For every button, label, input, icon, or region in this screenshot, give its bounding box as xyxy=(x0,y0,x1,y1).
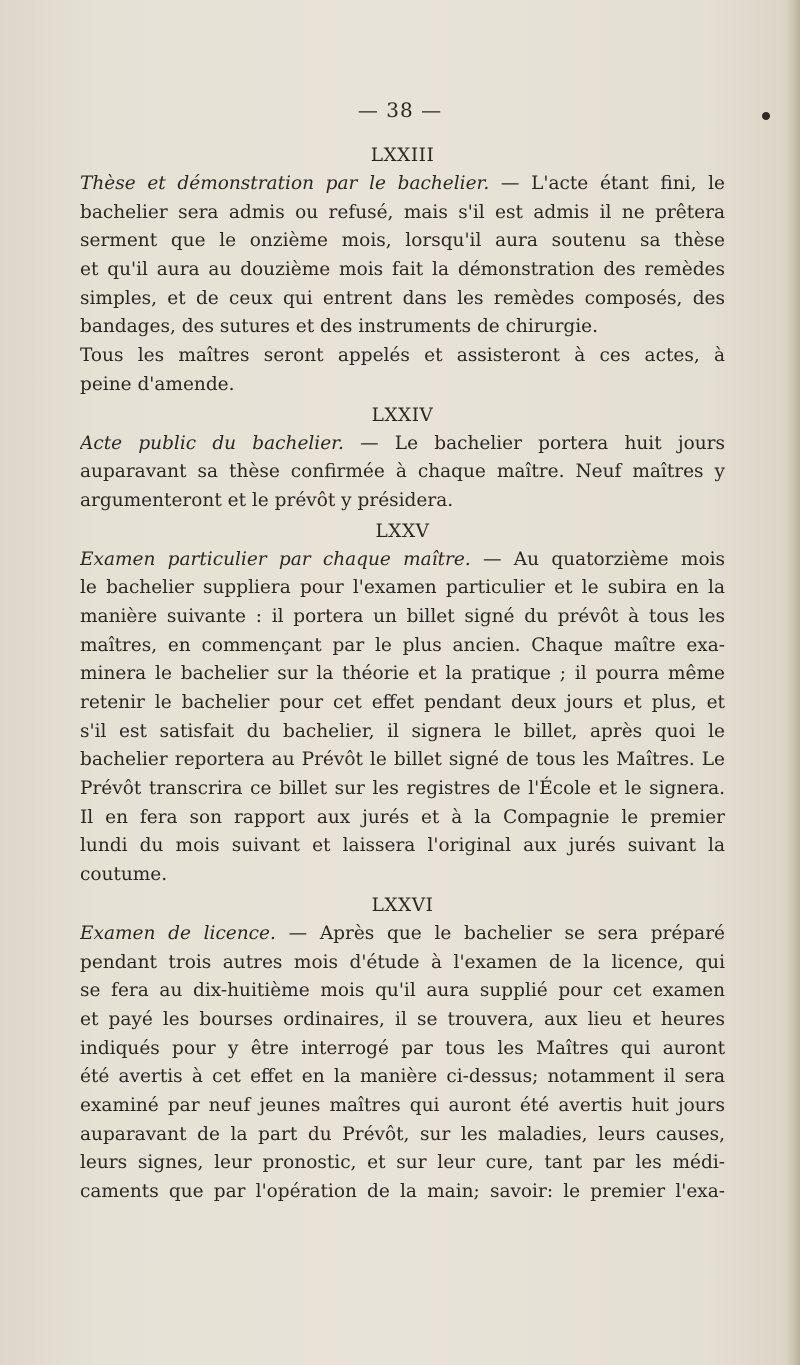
text-line xyxy=(80,920,725,949)
text-line: bandages, des sutures et des instruments de chirurgie. xyxy=(80,316,599,338)
section-heading: LXXIV xyxy=(371,404,434,426)
text-line: serment que le onzième mois, lorsqu'il aura soutenu sa thèse xyxy=(80,230,725,252)
text-line: argumenteront et le prévôt y présidera. xyxy=(80,489,454,511)
line-text: — L'acte étant fini, le xyxy=(500,173,725,194)
text-line: le bachelier suppliera pour l'examen particulier et le subira en la xyxy=(80,577,725,599)
section-caption: Acte public du bachelier. xyxy=(80,432,344,454)
text-line: s'il est satisfait du bachelier, il signera le billet, après quoi le xyxy=(80,720,725,742)
text-line: bachelier sera admis ou refusé, mais s'il est admis il ne prêtera xyxy=(80,201,725,223)
text-line: minera le bachelier sur la théorie et la pratique ; il pourra même xyxy=(80,663,725,685)
text-line: auparavant de la part du Prévôt, sur les maladies, leurs causes, xyxy=(80,1123,725,1145)
section-heading: LXXIII xyxy=(370,145,435,166)
text-line xyxy=(80,170,725,199)
section-heading: LXXVI xyxy=(371,894,434,916)
text-line xyxy=(80,546,725,575)
section-heading: LXXV xyxy=(375,520,430,542)
text-line xyxy=(80,430,725,459)
section-caption: Thèse et démonstration par le bachelier. xyxy=(80,173,490,194)
section-caption: Examen particulier par chaque maître. xyxy=(80,548,471,570)
line-text: — Au quatorzième mois xyxy=(483,548,725,570)
text-line: caments que par l'opération de la main; savoir: le premier l'exa- xyxy=(80,1181,725,1202)
line-text: — Le bachelier portera huit jours xyxy=(360,432,725,454)
text-line: se fera au dix-huitième mois qu'il aura supplié pour cet examen xyxy=(80,980,725,1002)
page-text xyxy=(80,140,725,1207)
text-line: maîtres, en commençant par le plus ancien. Chaque maître exa- xyxy=(80,634,725,656)
text-line: et qu'il aura au douzième mois fait la démonstration des remèdes xyxy=(80,259,725,281)
text-line: leurs signes, leur pronostic, et sur leur cure, tant par les médi- xyxy=(80,1152,725,1174)
text-line: lundi du mois suivant et laissera l'original aux jurés suivant la xyxy=(80,835,725,857)
text-line: pendant trois autres mois d'étude à l'examen de la licence, qui xyxy=(80,951,725,973)
text-line: coutume. xyxy=(80,864,168,886)
page-edge-shadow xyxy=(786,0,800,1365)
text-line: Tous les maîtres seront appelés et assisteront à ces actes, à xyxy=(80,345,725,367)
text-line: examiné par neuf jeunes maîtres qui auront été avertis huit jours xyxy=(80,1094,725,1116)
text-line: simples, et de ceux qui entrent dans les remèdes composés, des xyxy=(80,287,725,309)
text-line: été avertis à cet effet en la manière ci-dessus; notamment il sera xyxy=(80,1066,725,1088)
text-line: et payé les bourses ordinaires, il se trouvera, aux lieu et heures xyxy=(80,1008,725,1030)
section-caption: Examen de licence. xyxy=(80,922,276,944)
text-line: Prévôt transcrira ce billet sur les registres de l'École et le signera. xyxy=(80,778,725,800)
text-line: auparavant sa thèse confirmée à chaque maître. Neuf maîtres y xyxy=(80,461,725,483)
page-number: — 38 — xyxy=(357,98,443,122)
line-text: — Après que le bachelier se sera préparé xyxy=(288,922,725,944)
text-line: manière suivante : il portera un billet signé du prévôt à tous les xyxy=(80,605,725,627)
text-line: Il en fera son rapport aux jurés et à la Compagnie le premier xyxy=(80,806,725,828)
text-line: retenir le bachelier pour cet effet pendant deux jours et plus, et xyxy=(80,692,725,713)
text-line: bachelier reportera au Prévôt le billet signé de tous les Maîtres. Le xyxy=(80,749,725,771)
text-line: peine d'amende. xyxy=(80,373,235,395)
text-line: indiqués pour y être interrogé par tous les Maîtres qui auront xyxy=(80,1037,725,1059)
